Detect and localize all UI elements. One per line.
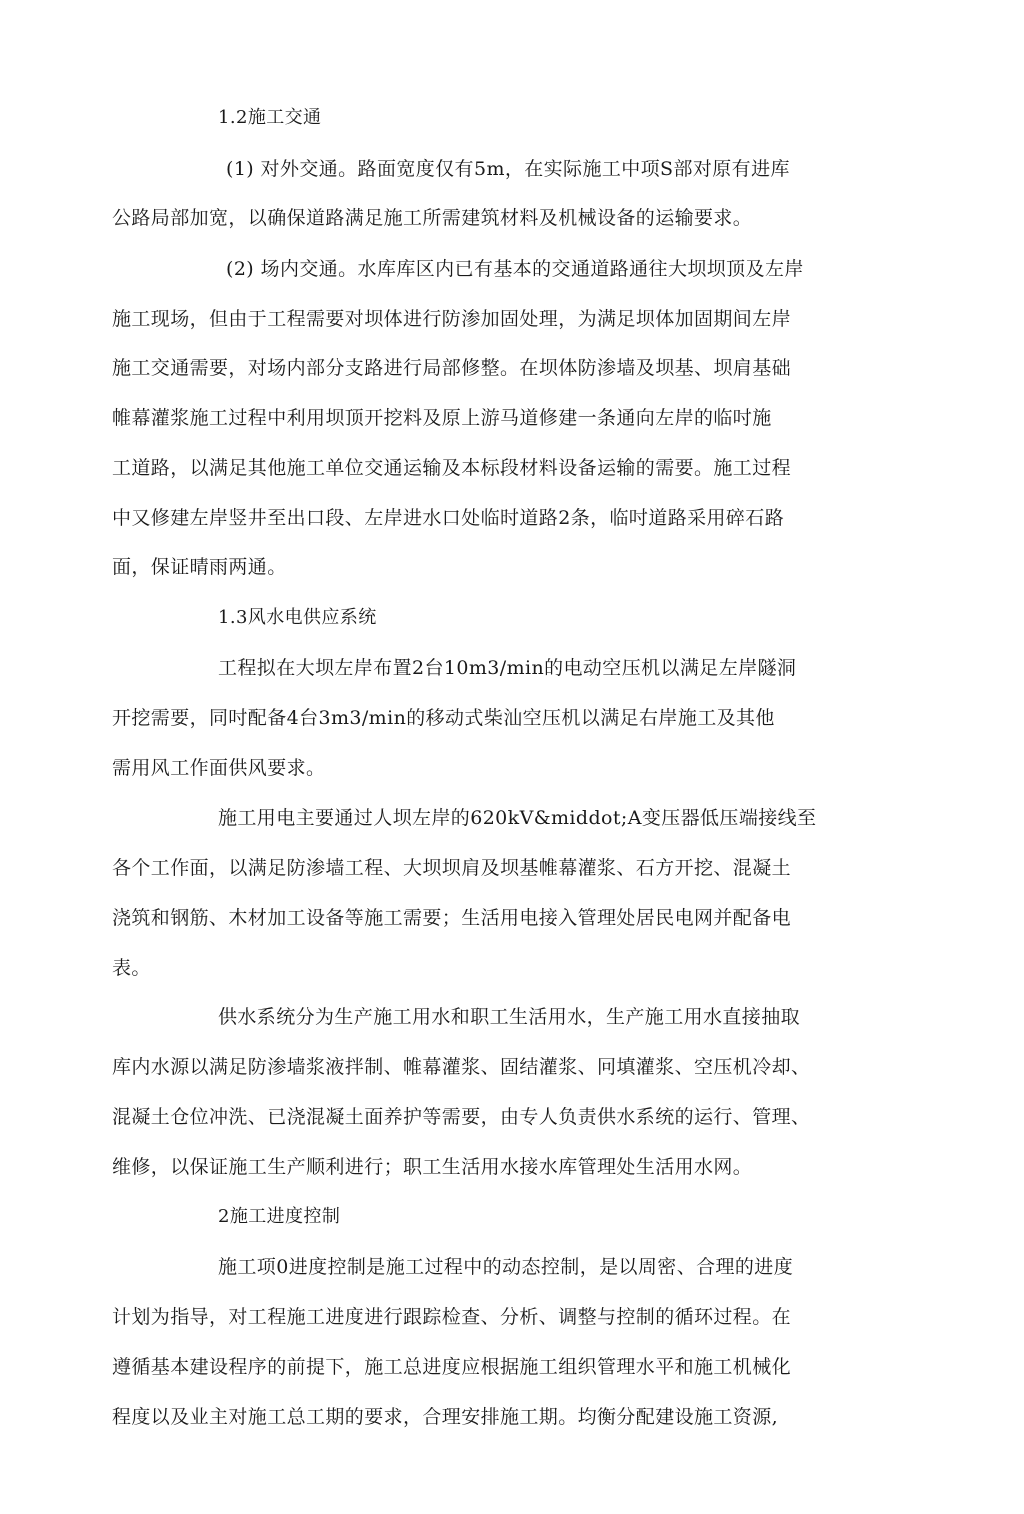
paragraph-line: 公路局部加宽，以确保道路满足施工所需建筑材料及机械设备的运输要求。 xyxy=(112,207,753,229)
paragraph-line: 表。 xyxy=(112,957,151,979)
paragraph-line: 供水系统分为生产施工用水和职工生活用水，生产施工用水直接抽取 xyxy=(218,1006,801,1028)
paragraph-line: 帷幕灌浆施工过程中利用坝顶开挖料及原上游马道修建一条通向左岸的临吋施 xyxy=(112,407,772,429)
paragraph-line: 开挖需要，同吋配备4台3m3/min的移动式柴汕空压机以满足右岸施工及其他 xyxy=(112,707,775,729)
paragraph-line: 施工项0进度控制是施工过程中的动态控制，是以周密、合理的进度 xyxy=(218,1256,794,1278)
paragraph-line: 施工交通需要，对场内部分支路进行局部修整。在坝体防渗墙及坝基、坝肩基础 xyxy=(112,357,792,379)
paragraph-line: 工道路，以满足其他施工单位交通运输及本标段材料设备运输的需要。施工过程 xyxy=(112,457,792,479)
paragraph-line: 中又修建左岸竖井至出口段、左岸进水口处临时道路2条，临吋道路采用碎石路 xyxy=(112,507,785,529)
paragraph-line: 遵循基本建设程序的前提下，施工总进度应根据施工组织管理水平和施工机械化 xyxy=(112,1356,792,1378)
paragraph-line: 浇筑和钢筋、木材加工设备等施工需要；生活用电接入管理处居民电网并配备电 xyxy=(112,907,792,929)
heading-2: 2施工进度控制 xyxy=(218,1206,341,1227)
paragraph-line: 维修，以保证施工生产顺利进行；职工生活用水接水库管理处生活用水网。 xyxy=(112,1156,753,1178)
paragraph-line: (1) 对外交通。路面宽度仅有5m，在实际施工中项S部对原有进库 xyxy=(226,158,790,180)
paragraph-line: 施工用电主要通过人坝左岸的620kV&middot;A变压器低压端接线至 xyxy=(218,807,817,829)
paragraph-line: 需用风工作面供风要求。 xyxy=(112,757,326,779)
paragraph-line: (2) 场内交通。水库库区内已有基本的交通道路通往大坝坝顶及左岸 xyxy=(226,258,804,280)
paragraph-line: 施工现场，但由于工程需要对坝体进行防渗加固处理，为满足坝体加固期间左岸 xyxy=(112,308,792,330)
paragraph-line: 计划为指导，对工程施工进度进行跟踪检查、分析、调整与控制的循环过程。在 xyxy=(112,1306,792,1328)
paragraph-line: 库内水源以满足防渗墙浆液拌制、帷幕灌浆、固结灌浆、冋填灌浆、空压机冷却、 xyxy=(112,1056,811,1078)
paragraph-line: 工程拟在大坝左岸布置2台10m3/min的电动空压机以满足左岸隧洞 xyxy=(218,657,797,679)
heading-1-3: 1.3风水电供应系统 xyxy=(218,607,377,628)
paragraph-line: 面，保证晴雨两通。 xyxy=(112,556,287,578)
heading-1-2: 1.2施工交通 xyxy=(218,107,322,128)
paragraph-line: 各个工作面，以满足防渗墙工程、大坝坝肩及坝基帷幕灌浆、石方开挖、混凝土 xyxy=(112,857,792,879)
paragraph-line: 程度以及业主对施工总工期的要求，合理安排施工期。均衡分配建设施工资源, xyxy=(112,1406,779,1428)
paragraph-line: 混凝土仓位冲洗、已浇混凝土面养护等需要，由专人负责供水系统的运行、管理、 xyxy=(112,1106,811,1128)
